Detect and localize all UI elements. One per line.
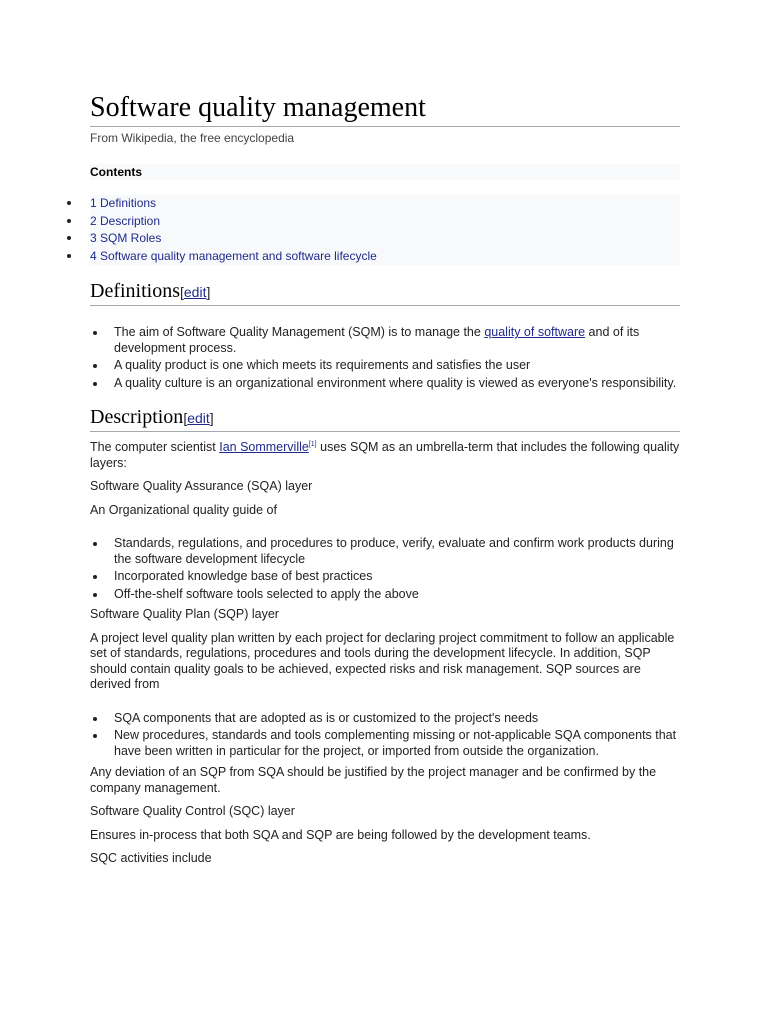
edit-link[interactable]: edit [187,410,210,427]
sqp-list [90,711,680,760]
sqa-list [90,536,680,602]
toc-item[interactable] [90,195,680,213]
toc-item[interactable] [90,248,680,266]
article [90,91,680,867]
list-item: The aim of Software Quality Management (SQM) is to manage the quality of software and of its development process. [90,325,680,356]
list-item: SQA components that are adopted as is or customized to the project's needs [90,711,680,727]
list-item: A quality product is one which meets its requirements and satisfies the user [90,358,680,374]
list-item: New procedures, standards and tools complementing missing or not-applicable SQA components that have been written in particular for the project, or imported from outside the organization. [90,728,680,759]
sqc-text: Ensures in-process that both SQA and SQP are being followed by the development teams. [90,827,591,842]
definitions-list [90,325,680,391]
list-item: Incorporated knowledge base of best practices [90,569,680,585]
toc-item[interactable] [90,213,680,231]
list-item: Standards, regulations, and procedures to produce, verify, evaluate and confirm work products during the software development lifecycle [90,536,680,567]
sqa-intro: An Organizational quality guide of [90,502,277,517]
ian-sommerville-link[interactable]: Ian Sommerville [219,440,309,455]
list-item: Off-the-shelf software tools selected to apply the above [90,587,680,603]
toc-item[interactable] [90,230,680,248]
section-heading-definitions [90,279,680,306]
sqp-layer-label: Software Quality Plan (SQP) layer [90,607,279,622]
toc-link-sqm-roles[interactable]: 3 SQM Roles [90,231,162,246]
toc-heading: Contents [90,164,680,180]
table-of-contents [90,195,680,265]
edit-section: [edit] [183,410,214,427]
description-intro: The computer scientist Ian Sommerville[1] uses SQM as an umbrella-term that includes the following quality layers: [90,440,680,470]
page-title: Software quality management [90,91,680,127]
section-heading-description [90,405,680,432]
section-title: Definitions [90,280,180,303]
sqa-layer-label: Software Quality Assurance (SQA) layer [90,479,313,494]
section-title: Description [90,406,184,429]
toc-link-lifecycle[interactable]: 4 Software quality management and software lifecycle [90,248,377,263]
toc-link-definitions[interactable]: 1 Definitions [90,196,157,210]
deviation-text: Any deviation of an SQP from SQA should be justified by the project manager and be confirmed by the company management. [90,765,657,795]
quality-of-software-link[interactable]: quality of software [484,325,586,340]
tagline: From Wikipedia, the free encyclopedia [90,131,295,145]
list-item: A quality culture is an organizational environment where quality is viewed as everyone's responsibility. [90,376,680,392]
edit-section: [edit] [180,284,211,301]
sqc-layer-label: Software Quality Control (SQC) layer [90,804,295,819]
sqp-text: A project level quality plan written by each project for declaring project commitment to follow an applicable set of standards, regulations, procedures and tools during the development lifecycle. In addition, SQP should contain quality goals to be achieved, expected risks and risk management. SQP sources are derived from [90,630,675,692]
sqc-activities: SQC activities include [90,851,212,866]
edit-link[interactable]: edit [183,284,207,301]
toc-link-description[interactable]: 2 Description [90,213,161,228]
reference-link[interactable]: [1] [308,441,317,449]
